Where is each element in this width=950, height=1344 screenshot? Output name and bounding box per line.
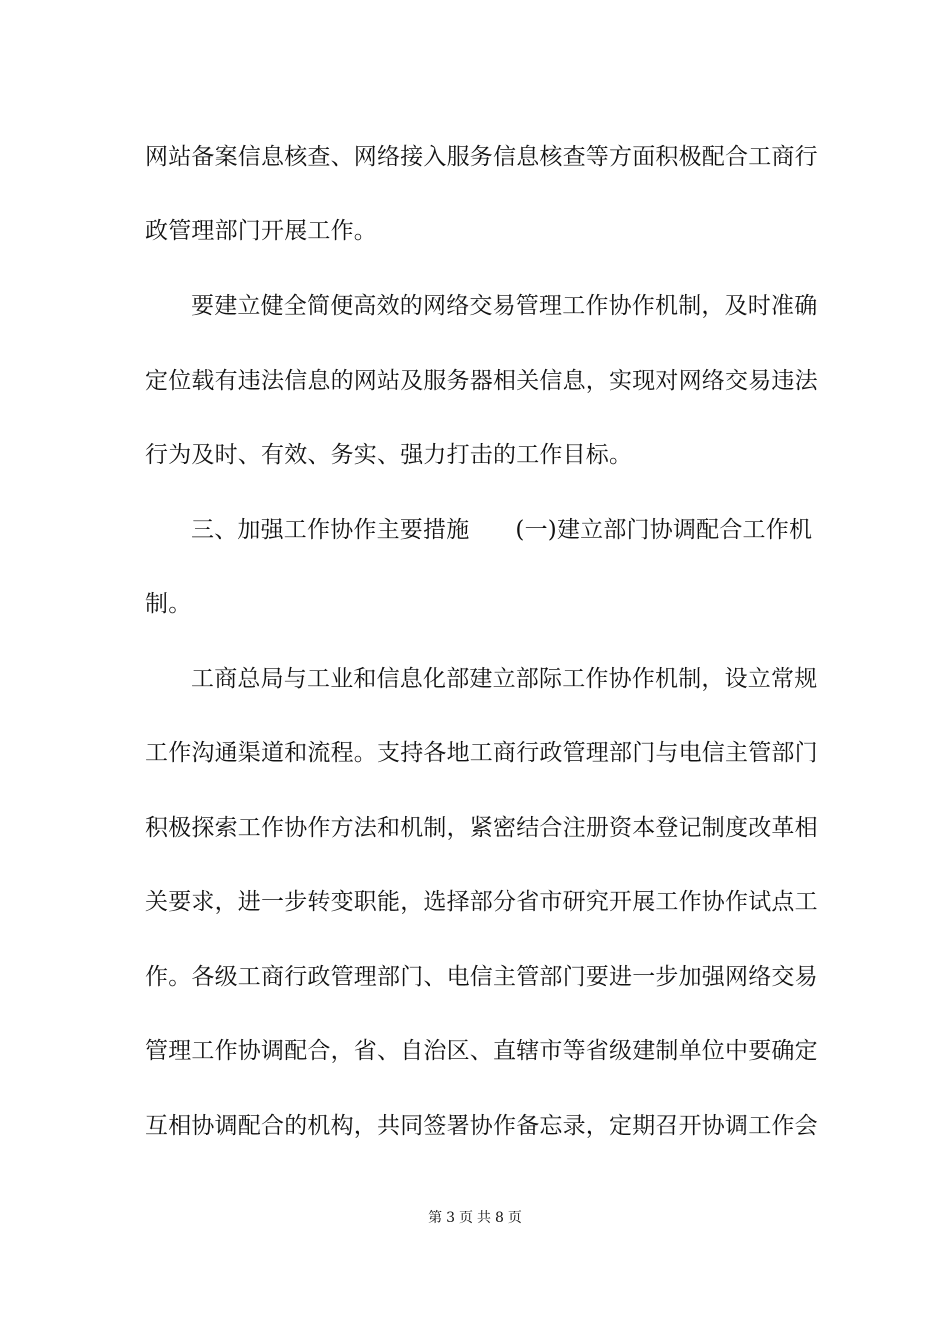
footer-current-page: 3 xyxy=(446,1210,455,1226)
footer-total-prefix: 共 xyxy=(477,1210,491,1226)
body-line-9: 工作沟通渠道和流程。支持各地工商行政管理部门与电信主管部门 xyxy=(145,740,818,766)
footer-total-pages: 8 xyxy=(495,1210,504,1226)
body-line-1: 网站备案信息核查、网络接入服务信息核查等方面积极配合工商行 xyxy=(145,144,818,170)
body-line-8: 工商总局与工业和信息化部建立部际工作协作机制，设立常规 xyxy=(191,666,818,692)
body-line-12: 作。各级工商行政管理部门、电信主管部门要进一步加强网络交易 xyxy=(145,964,818,990)
body-line-4: 定位载有违法信息的网站及服务器相关信息，实现对网络交易违法 xyxy=(145,368,818,394)
footer-prefix: 第 xyxy=(428,1210,443,1226)
body-line-5: 行为及时、有效、务实、强力打击的工作目标。 xyxy=(145,442,633,468)
subsection-heading: (一)建立部门协调配合工作机 xyxy=(515,517,813,543)
body-line-7: 制。 xyxy=(145,591,192,617)
body-line-14: 互相协调配合的机构，共同签署协作备忘录，定期召开协调工作会 xyxy=(145,1113,818,1139)
body-line-10: 积极探索工作协作方法和机制，紧密结合注册资本登记制度改革相 xyxy=(145,815,818,841)
footer-suffix: 页 xyxy=(507,1210,522,1226)
body-line-2: 政管理部门开展工作。 xyxy=(145,218,377,244)
section-heading: 三、加强工作协作主要措施 xyxy=(191,517,470,543)
section-heading-line xyxy=(191,515,813,545)
body-line-11: 关要求，进一步转变职能，选择部分省市研究开展工作协作试点工 xyxy=(145,889,818,915)
body-line-13: 管理工作协调配合，省、自治区、直辖市等省级建制单位中要确定 xyxy=(145,1038,818,1064)
footer-unit: 页 xyxy=(459,1210,473,1226)
page-footer xyxy=(0,1208,950,1228)
body-line-3: 要建立健全简便高效的网络交易管理工作协作机制，及时准确 xyxy=(191,293,818,319)
